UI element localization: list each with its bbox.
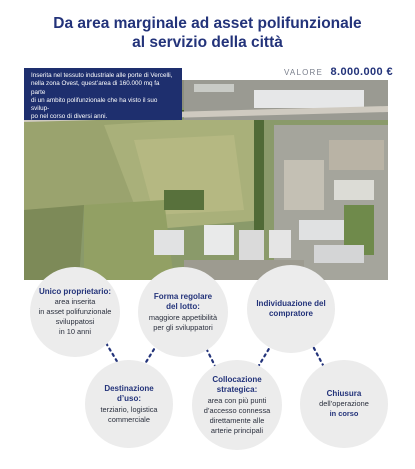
step-1-line: sviluppatosi [55,317,95,327]
step-circle-1 [30,267,120,357]
value-amount: 8.000.000 € [330,66,393,78]
step-4-line: terziario, logistica [100,404,158,414]
title-line-1: Da area marginale ad asset polifunzionale [53,15,362,32]
step-circle-5 [192,360,282,450]
step-circle-4 [85,360,173,448]
step-6-line: dell’operazione [319,399,369,409]
info-line: Inserita nel tessuto industriale alle porte di Vercelli, [31,72,173,79]
step-circle-6 [300,360,388,448]
step-2-heading: Forma regolare del lotto: [153,291,213,311]
info-line: po nel corso di diversi anni. [31,113,108,121]
title-line-2: al servizio della città [132,34,283,51]
step-1-heading: Unico proprietario: [38,286,111,296]
step-6-heading: Chiusura [326,388,362,398]
step-5-heading: Collocazione strategica: [212,374,262,394]
value-label: VALORE [283,68,324,77]
step-4-line: commerciale [108,414,150,424]
step-6-emphasis: in corso [329,409,359,419]
step-5-line: area con più punti [207,395,267,405]
step-5-line: direttamente alle [209,415,265,425]
info-line: di un ambito polifunzionale che ha visto il suo svilup- [31,96,158,113]
step-2-line: per gli sviluppatori [153,322,213,332]
step-1-line: in asset polifunzionale [38,307,112,317]
step-2-line: maggiore appetibilità [148,312,218,322]
step-circle-2 [138,267,228,357]
step-1-line: area inserita [54,297,96,307]
info-line: nella zona Ovest, quest’area di 160.000 mq fa parte [31,80,160,96]
step-3-heading: Individuazione del compratore [256,298,326,318]
step-5-line: d’accesso connessa [203,405,271,415]
step-5-line: arterie principali [210,425,264,435]
step-4-heading: Destinazione d’uso: [104,383,154,403]
step-circle-3 [247,265,335,353]
step-1-line: in 10 anni [58,327,92,337]
